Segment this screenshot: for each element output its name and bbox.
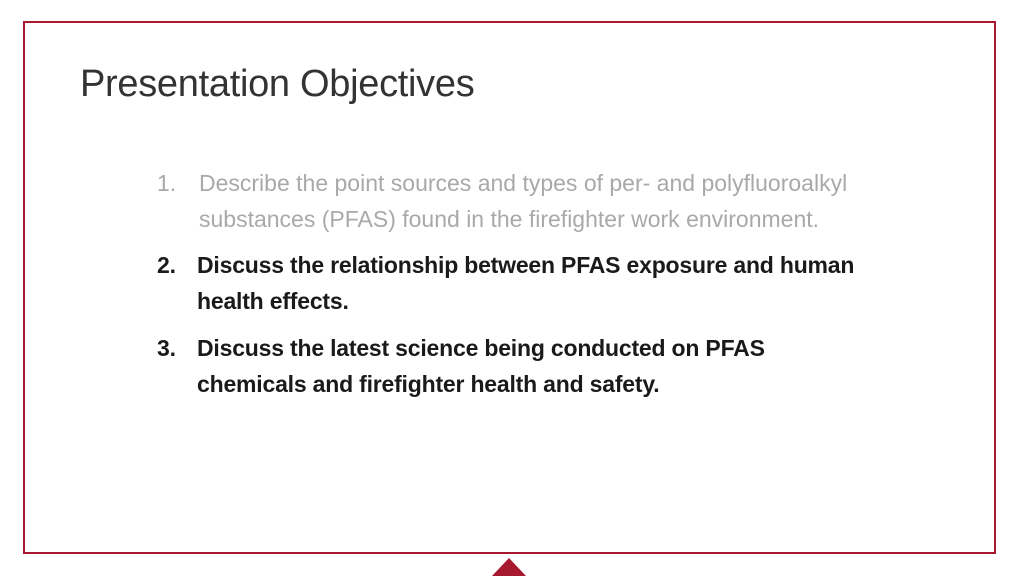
objective-text: Describe the point sources and types of per- and polyfluoroalkyl substances (PFAS) found in the firefighter work environment. <box>199 170 848 232</box>
slide-title: Presentation Objectives <box>80 63 475 105</box>
objective-number: 1. <box>157 170 177 196</box>
objective-number: 2. <box>157 252 176 278</box>
objectives-list <box>157 165 877 413</box>
objective-text: Discuss the latest science being conducted on PFAS chemicals and firefighter health and safety. <box>197 335 765 397</box>
objective-number: 3. <box>157 335 176 361</box>
triangle-marker-icon <box>492 558 526 576</box>
objective-item-3 <box>157 330 877 402</box>
objective-item-2 <box>157 247 877 319</box>
objective-text: Discuss the relationship between PFAS exposure and human health effects. <box>197 252 855 314</box>
objective-item-1 <box>157 165 877 237</box>
